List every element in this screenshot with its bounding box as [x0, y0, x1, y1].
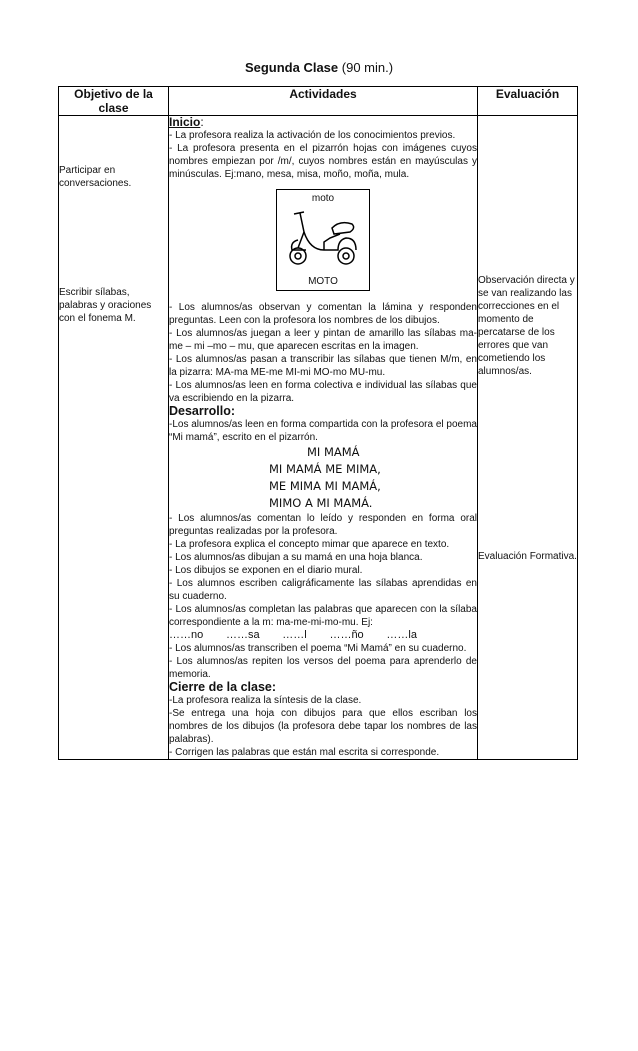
- cierre-heading: Cierre de la clase:: [169, 680, 277, 694]
- scooter-icon: [284, 206, 362, 270]
- desarrollo-item: - Los alumnos/as completan las palabras que aparecen con la sílaba correspondiente a la m: ma-me-mi-mo-mu. Ej:: [169, 604, 477, 628]
- poem-line: MI MAMÁ ME MIMA,: [269, 462, 381, 476]
- moto-label-lower: moto: [311, 193, 335, 204]
- syllable-blank: ……ño: [329, 629, 364, 641]
- objective-2: Escribir sílabas, palabras y oraciones con el fonema M.: [59, 287, 152, 324]
- desarrollo-intro: -Los alumnos/as leen en forma compartida con la profesora el poema “Mi mamá”, escrito en el pizarrón.: [169, 419, 477, 443]
- poem-title: MI MAMÁ: [307, 445, 360, 459]
- desarrollo-item: - Los alumnos/as repiten los versos del poema para aprenderlo de memoria.: [169, 656, 477, 680]
- desarrollo-item: - Los alumnos escriben caligráficamente las sílabas aprendidas en su cuaderno.: [169, 578, 477, 602]
- syllable-blanks: [169, 629, 477, 642]
- title-bold: Segunda Clase: [244, 60, 339, 75]
- cierre-item: - Corrigen las palabras que están mal escrita si corresponde.: [169, 747, 440, 758]
- desarrollo-heading: Desarrollo:: [169, 404, 235, 418]
- moto-label-upper: MOTO: [308, 276, 338, 287]
- inicio-item: - Los alumnos/as juegan a leer y pintan de amarillo las sílabas ma-me – mi –mo – mu, que aparecen escritas en la imagen.: [169, 328, 477, 352]
- desarrollo-item: - Los alumnos/as transcriben el poema “Mi Mamá” en su cuaderno.: [169, 643, 467, 654]
- table-header-row: [59, 87, 578, 116]
- objectives-cell: [59, 116, 169, 760]
- inicio-item: - La profesora presenta en el pizarrón hojas con imágenes cuyos nombres empiezan por /m/, cuyos nombres están en mayúsculas y minúsculas. Ej:mano, mesa, misa, moño, moña, mula.: [169, 143, 477, 180]
- header-activities: Actividades: [169, 87, 478, 116]
- inicio-item: - La profesora realiza la activación de los conocimientos previos.: [169, 130, 456, 141]
- cierre-item: -Se entrega una hoja con dibujos para que ellos escriban los nombres de los dibujos (la profesora debe tapar los nombres de las palabras).: [169, 708, 477, 745]
- evaluation-cell: [478, 116, 578, 760]
- syllable-blank: ……no: [169, 629, 204, 641]
- activities-cell: [169, 116, 478, 760]
- syllable-blank: ……la: [386, 629, 417, 641]
- syllable-blank: ……l: [282, 629, 307, 641]
- poem: [169, 444, 477, 512]
- table-body-row: [59, 116, 578, 760]
- evaluation-2: Evaluación Formativa.: [478, 551, 577, 562]
- desarrollo-item: - Los alumnos/as comentan lo leído y responden en forma oral preguntas realizadas por la profesora.: [169, 513, 477, 537]
- inicio-heading: Inicio:: [169, 115, 204, 129]
- poem-line: ME MIMA MI MAMÁ,: [269, 479, 381, 493]
- header-evaluation: Evaluación: [478, 87, 578, 116]
- inicio-item: - Los alumnos/as observan y comentan la lámina y responden preguntas. Leen con la profesora los nombres de los dibujos.: [169, 302, 477, 326]
- title-duration: (90 min.): [341, 60, 394, 75]
- evaluation-1: Observación directa y se van realizando las correcciones en el momento de percatarse de los errores que van cometiendo los alumnos/as.: [478, 275, 575, 377]
- objective-1: Participar en conversaciones.: [59, 165, 132, 189]
- page-title: [0, 60, 638, 75]
- header-objective: Objetivo de la clase: [59, 87, 169, 116]
- desarrollo-item: - Los alumnos/as dibujan a su mamá en una hoja blanca.: [169, 552, 423, 563]
- desarrollo-item: - La profesora explica el concepto mimar que aparece en texto.: [169, 539, 450, 550]
- syllable-blank: ……sa: [225, 629, 260, 641]
- lesson-table: [58, 86, 578, 760]
- desarrollo-item: - Los dibujos se exponen en el diario mural.: [169, 565, 363, 576]
- poem-line: MIMO A MI MAMÁ.: [269, 496, 373, 510]
- cierre-item: -La profesora realiza la síntesis de la clase.: [169, 695, 362, 706]
- inicio-item: - Los alumnos/as pasan a transcribir las sílabas que tienen M/m, en la pizarra: MA-ma ME-me MI-mi MO-mo MU-mu.: [169, 354, 477, 378]
- inicio-item: - Los alumnos/as leen en forma colectiva e individual las sílabas que va escribiendo en la pizarra.: [169, 380, 477, 404]
- moto-card: [276, 189, 370, 291]
